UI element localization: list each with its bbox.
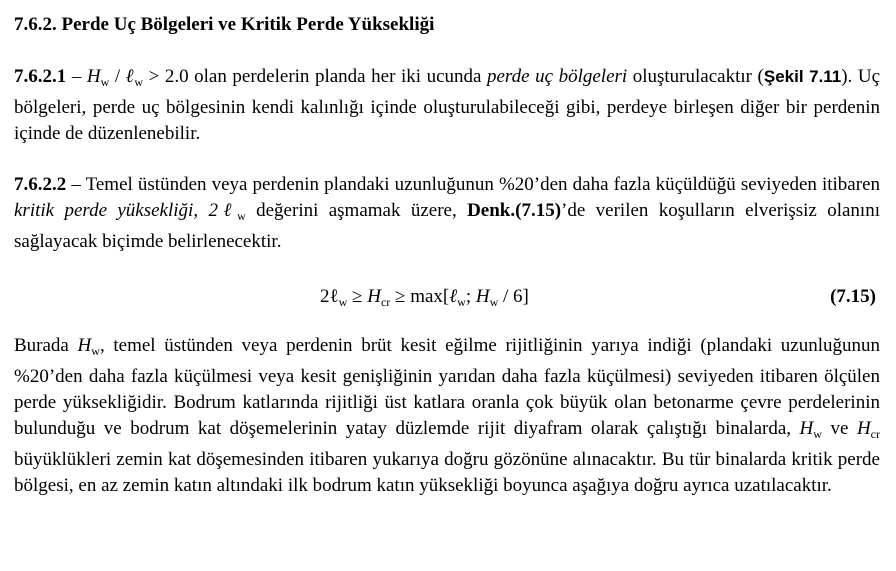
eq-sub: w — [489, 295, 499, 309]
text: ). Uç bölgeleri, perde uç bölgesinin kendi kalınlığı içinde oluşturulabileceği gibi, perdeye birleşen diğer bir perdenin içinde de düzenlenebilir. — [14, 66, 881, 144]
dash: – — [71, 66, 82, 87]
eq-part: ; — [465, 286, 476, 307]
term-italic: kritik perde yüksekliği — [14, 200, 194, 221]
paragraph-7-6-2-2 — [14, 172, 880, 255]
text: , temel üstünden veya perdenin brüt kesit eğilme rijitliğinin yarıya indiği (plandaki uzunluğunun %20’den daha fazla küçülmesi veya kesit genişliğinin yarıdan daha fazla küçülmesi) seviyeden itibaren ölçülen perde yüksekliğidir. Bodrum katlarında rijitliği üst katlara oranla çok büyük olan betonarme çevre perdelerinin bulunduğu ve bodrum kat döşemelerinin yatay düzlemde rijit diyafram olarak çalıştığı binalarda, — [14, 335, 880, 439]
paragraph-explanation — [14, 333, 880, 499]
eq-part: 2ℓ — [320, 286, 339, 307]
text: ve — [821, 418, 857, 439]
text: , — [193, 200, 209, 221]
clause-number: 7.6.2.1 — [14, 66, 67, 87]
paragraph-7-6-2-1 — [14, 64, 880, 147]
math-H: H — [77, 335, 92, 356]
math-H: H — [799, 418, 814, 439]
math-sub: w — [813, 427, 822, 441]
text: büyüklükleri zemin kat döşemesinden itibaren yukarıya doğru gözönüne alınacaktır. Bu tür binalarda kritik perde bölgesi, en az zemin katın altındaki ilk bodrum katın yüksekliği boyunca aşağıya doğru ayrıca uzatılacaktır. — [14, 449, 880, 496]
math-2l: 2ℓ — [208, 200, 238, 221]
text: oluşturulacaktır ( — [627, 66, 764, 87]
section-heading: 7.6.2. Perde Uç Bölgeleri ve Kritik Perde Yüksekliği — [14, 14, 435, 35]
text: değerini aşmamak üzere, — [245, 200, 468, 221]
text: ’de verilen koşulların elverişsiz olanını sağlayacak biçimde belirlenecektir. — [14, 200, 880, 252]
eq-H: H — [475, 286, 490, 307]
text: Burada — [14, 335, 78, 356]
eq-sub: cr — [380, 295, 391, 309]
equation-reference: Denk.(7.15) — [467, 200, 562, 221]
clause-number: 7.6.2.2 — [14, 174, 67, 195]
eq-part: ≥ max[ — [390, 286, 450, 307]
math-l: ℓ — [125, 66, 135, 87]
math-H: H — [856, 418, 871, 439]
math-sub: w — [91, 344, 100, 358]
equation-row — [14, 286, 880, 314]
eq-l: ℓ — [449, 286, 458, 307]
eq-part: ≥ — [347, 286, 368, 307]
term-italic: perde uç bölgeleri — [487, 66, 628, 87]
math-condition: > 2.0 — [143, 66, 189, 87]
figure-reference: Şekil 7.11 — [763, 67, 842, 86]
math-sub: w — [134, 75, 144, 89]
math-sub: w — [237, 209, 246, 223]
eq-H: H — [367, 286, 381, 307]
math-slash: / — [109, 66, 126, 87]
math-sub: cr — [870, 427, 880, 441]
text: – Temel üstünden veya perdenin plandaki uzunluğunun %20’den daha fazla küçüldüğü seviyeden itibaren — [66, 174, 880, 195]
eq-part: / 6] — [498, 286, 529, 307]
equation-number: (7.15) — [830, 286, 876, 307]
eq-sub: w — [457, 295, 466, 309]
text: olan perdelerin planda her iki ucunda — [188, 66, 487, 87]
eq-sub: w — [338, 295, 348, 309]
math-sub: w — [100, 75, 110, 89]
equation-7-15 — [320, 286, 529, 310]
math-H: H — [86, 66, 101, 87]
